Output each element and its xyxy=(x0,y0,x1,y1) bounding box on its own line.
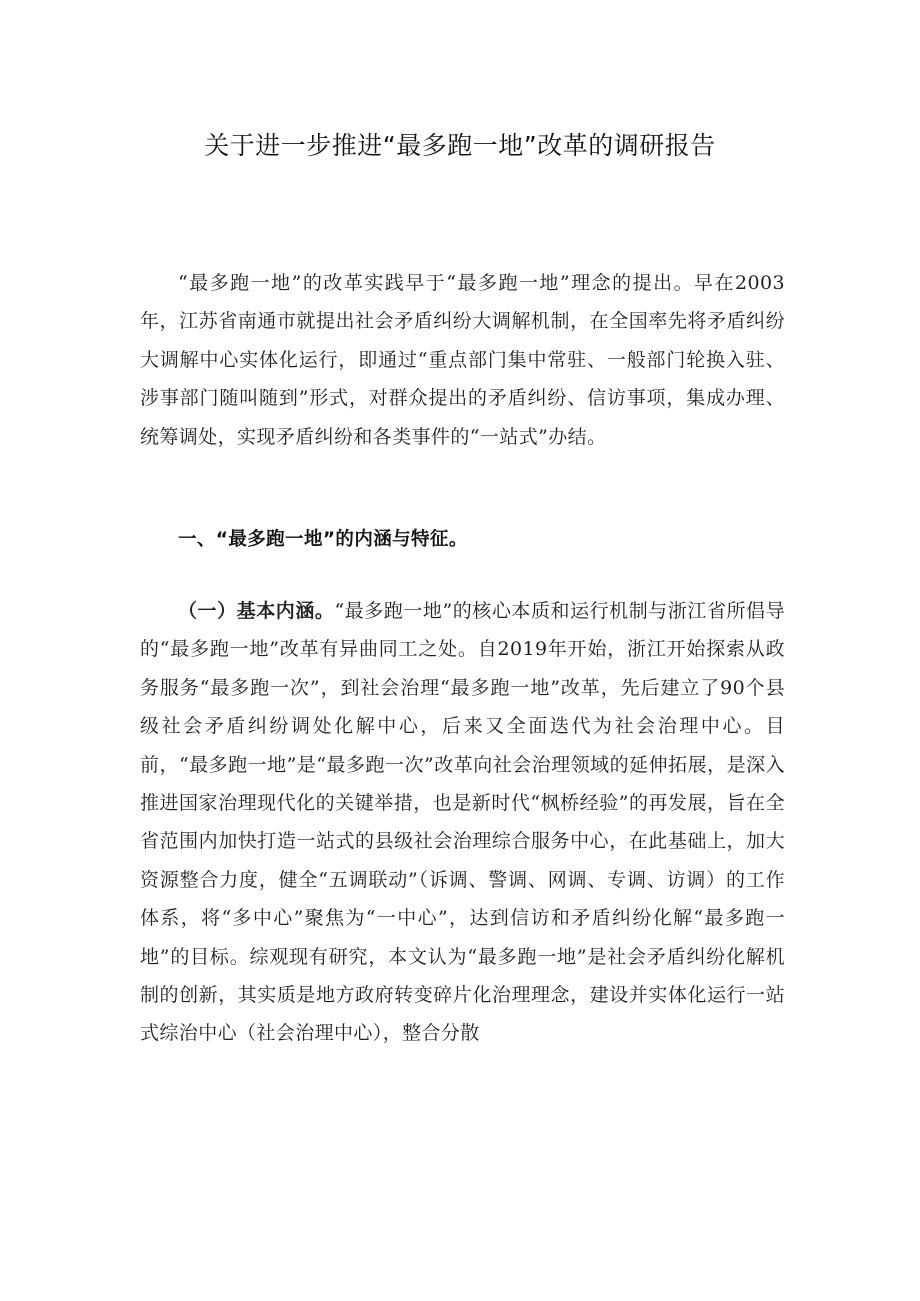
section-heading-1: 一、“最多跑一地”的内涵与特征。 xyxy=(178,529,468,550)
intro-paragraph: “最多跑一地”的改革实践早于“最多跑一地”理念的提出。早在2003年，江苏省南通市就提出社会矛盾纠纷大调解机制，在全国率先将矛盾纠纷大调解中心实体化运行，即通过“重点部门集中常驻、一般部门轮换入驻、涉事部门随叫随到”形式，对群众提出的矛盾纠纷、信访事项，集成办理、统筹调处，实现矛盾纠纷和各类事件的“一站式”办结。 xyxy=(140,272,785,448)
section-1-1-paragraph xyxy=(140,592,785,1053)
section-1-1-text: “最多跑一地”的核心本质和运行机制与浙江省所倡导的“最多跑一地”改革有异曲同工之处。自2019年开始，浙江开始探索从政务服务“最多跑一次”，到社会治理“最多跑一地”改革，先后建立了90个县级社会矛盾纠纷调处化解中心，后来又全面迭代为社会治理中心。目前，“最多跑一地”是“最多跑一次”改革向社会治理领域的延伸拓展，是深入推进国家治理现代化的关键举措，也是新时代“枫桥经验”的再发展，旨在全省范围内加快打造一站式的县级社会治理综合服务中心，在此基础上，加大资源整合力度，健全“五调联动”（诉调、警调、网调、专调、访调）的工作体系，将“多中心”聚焦为“一中心”，达到信访和矛盾纠纷化解“最多跑一地”的目标。综观现有研究，本文认为“最多跑一地”是社会矛盾纠纷化解机制的创新，其实质是地方政府转变碎片化治理理念，建设并实体化运行一站式综治中心（社会治理中心），整合分散 xyxy=(140,600,786,1045)
document-title: 关于进一步推进“最多跑一地”改革的调研报告 xyxy=(204,131,716,160)
section-1-1-lead: （一）基本内涵。 xyxy=(178,600,335,622)
